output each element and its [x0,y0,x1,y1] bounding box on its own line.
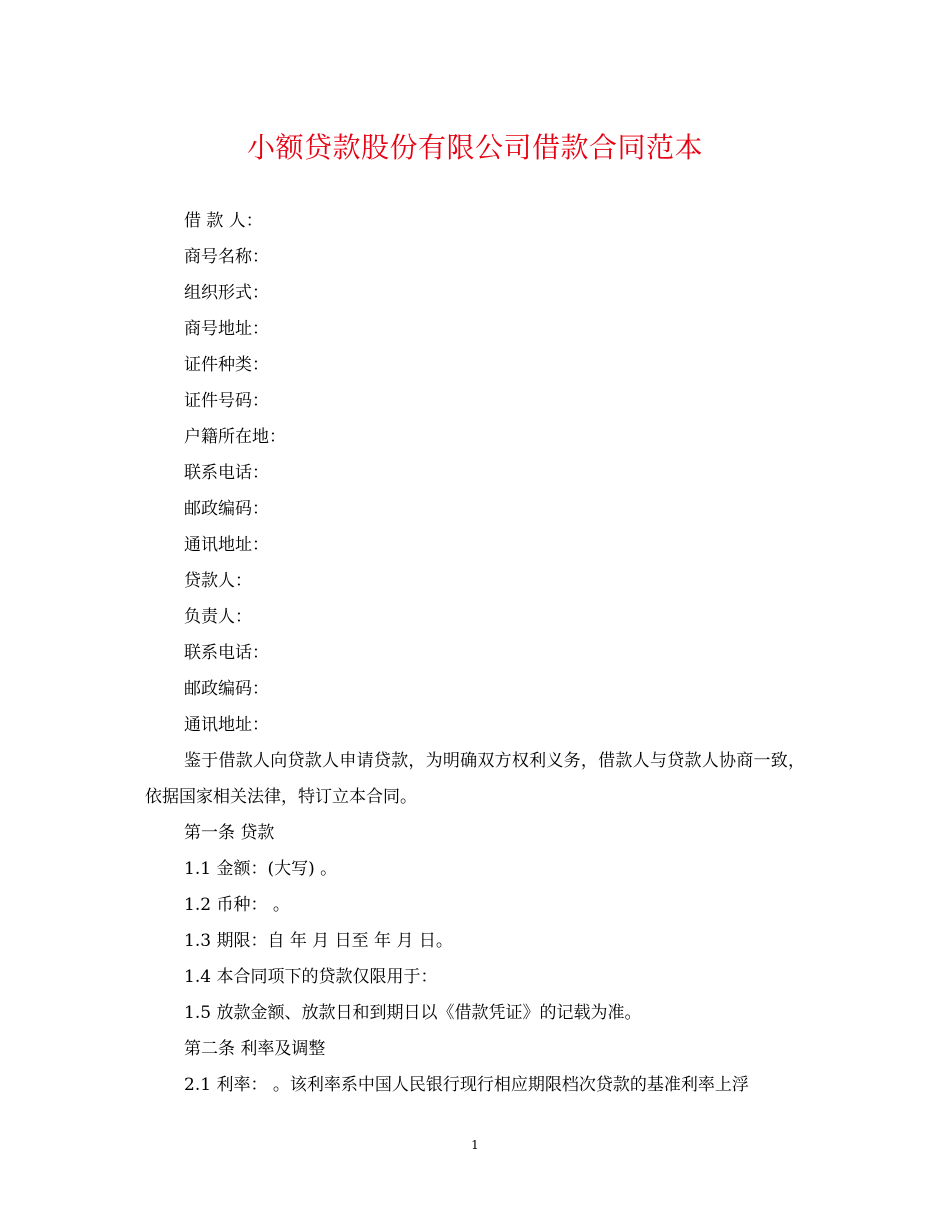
field-lender-phone: 联系电话： [184,643,269,663]
field-id-type: 证件种类： [184,355,269,375]
article-1-item-4: 1.4 本合同项下的贷款仅限用于： [184,967,438,987]
article-2-item-1: 2.1 利率： 。该利率系中国人民银行现行相应期限档次贷款的基准利率上浮 [184,1075,749,1095]
intro-paragraph: 鉴于借款人向贷款人申请贷款，为明确双方权利义务，借款人与贷款人协商一致，依据国家相关法律，特订立本合同。 [145,751,805,807]
field-trade-name: 商号名称： [184,247,269,267]
field-organization-form: 组织形式： [184,283,269,303]
article-2-heading: 第二条 利率及调整 [184,1039,326,1059]
field-lender-address: 通讯地址： [184,715,269,735]
field-household-location: 户籍所在地： [184,427,286,447]
field-trade-address: 商号地址： [184,319,269,339]
party-info-fields [184,203,824,743]
field-lender: 贷款人： [184,571,252,591]
article-1-item-5: 1.5 放款金额、放款日和到期日以《借款凭证》的记载为准。 [184,1003,642,1023]
article-1-heading: 第一条 贷款 [184,823,275,843]
field-borrower-postcode: 邮政编码： [184,499,269,519]
contract-body [145,743,805,1103]
field-id-number: 证件号码： [184,391,269,411]
article-1-item-2: 1.2 币种： 。 [184,895,290,915]
field-borrower-phone: 联系电话： [184,463,269,483]
document-title: 小额贷款股份有限公司借款合同范本 [246,131,703,164]
field-lender-postcode: 邮政编码： [184,679,269,699]
article-1-item-3: 1.3 期限：自 年 月 日至 年 月 日。 [184,931,453,951]
field-borrower: 借 款 人： [184,211,263,231]
field-borrower-address: 通讯地址： [184,535,269,555]
field-person-in-charge: 负责人： [184,607,252,627]
page-number: 1 [471,1138,479,1152]
article-1-item-1: 1.1 金额：(大写) 。 [184,859,338,879]
